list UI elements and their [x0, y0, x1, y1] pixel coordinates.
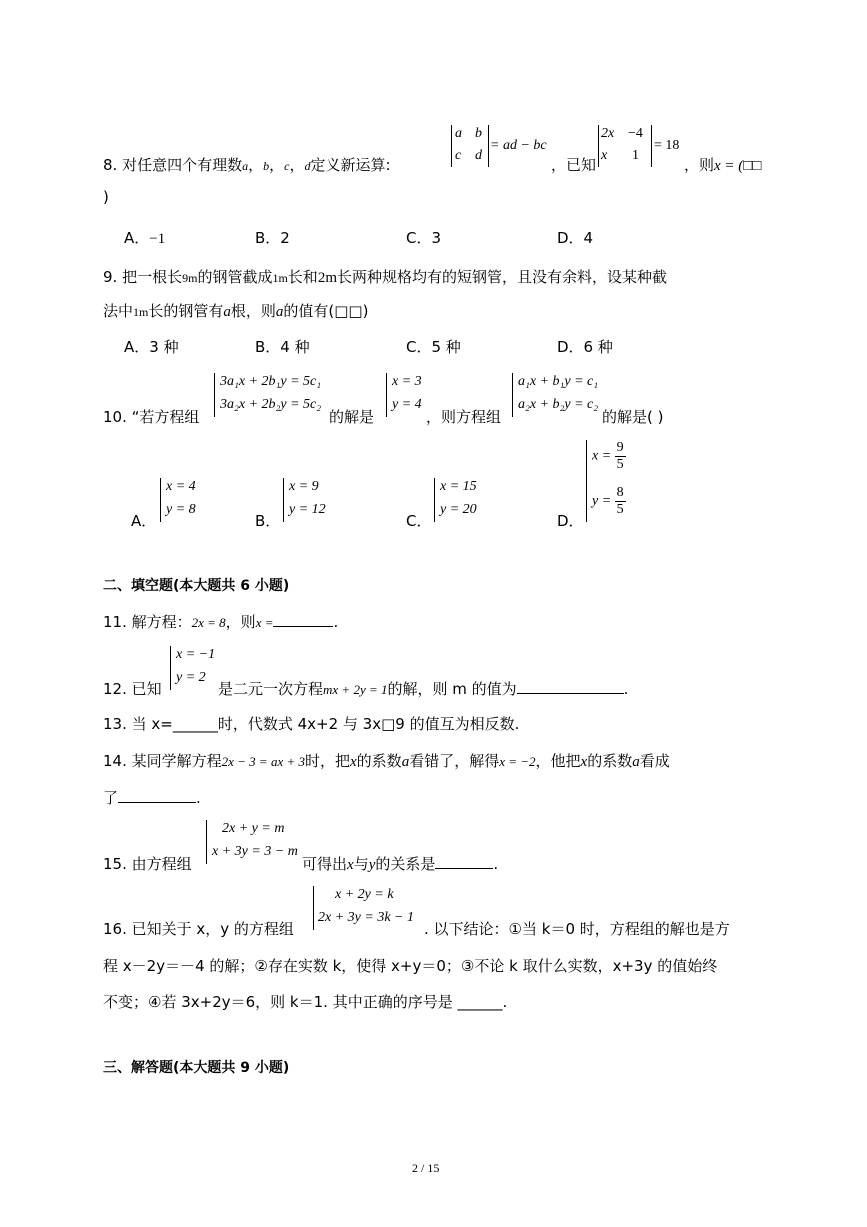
q14-line2: 了 .: [103, 789, 201, 807]
q9-stem-line1: 9. 把一根长9m的钢管截成1m长和2m长两种规格均有的短钢管，且没有余料，设某种截: [103, 268, 667, 286]
q9-stem-line2: 法中1m长的钢管有a根，则a的值有(□□): [103, 302, 369, 320]
q13: 13. 当 x=______时，代数式 4x+2 与 3x□9 的值互为相反数.: [103, 715, 520, 733]
q8-option-b: B．2: [255, 229, 290, 247]
q14-line1: 14. 某同学解方程2x − 3 = ax + 3时，把x的系数a看错了，解得x = −2，他把x的系数a看成: [103, 752, 670, 770]
q11: 11. 解方程：2x = 8，则x = .: [103, 613, 339, 631]
q15-rest: 可得出x与y的关系是 .: [302, 855, 499, 873]
q16-line3: 不变；④若 3x+2y＝6，则 k＝1. 其中正确的序号是 ______.: [103, 993, 508, 1011]
q9-option-c: C．5 种: [406, 338, 461, 356]
q8-var-a: a: [242, 159, 249, 173]
q12-rest: 是二元一次方程mx + 2y = 1的解，则 m 的值为 .: [218, 680, 629, 698]
section-heading-fill-in: 二、填空题(本大题共 6 小题): [103, 578, 290, 594]
q10-system-brace-1: [214, 373, 215, 417]
q8-option-d: D．4: [557, 229, 594, 247]
q8-option-c: C．3: [406, 229, 442, 247]
q9-option-b: B．4 种: [255, 338, 310, 356]
page-number: 2 / 15: [412, 1161, 440, 1175]
q10-option-c: C．: [406, 512, 432, 530]
q8-number: 8.: [103, 156, 118, 174]
q10-option-a: A．: [131, 512, 157, 530]
q8-stem: 8. 对任意四个有理数a，b，c，d定义新运算:: [103, 156, 391, 174]
q16-line2: 程 x－2y＝－4 的解；②存在实数 k，使得 x+y＝0；③不论 k 取什么实数，x+3y 的值始终: [103, 957, 718, 975]
q9-option-d: D．6 种: [557, 338, 613, 356]
q8-option-a: A．−1: [124, 229, 166, 247]
section-heading-solutions: 三、解答题(本大题共 9 小题): [103, 1060, 290, 1076]
q9-option-a: A．3 种: [124, 338, 179, 356]
q10-option-d: D．: [557, 512, 584, 530]
q10-option-b: B．: [255, 512, 281, 530]
